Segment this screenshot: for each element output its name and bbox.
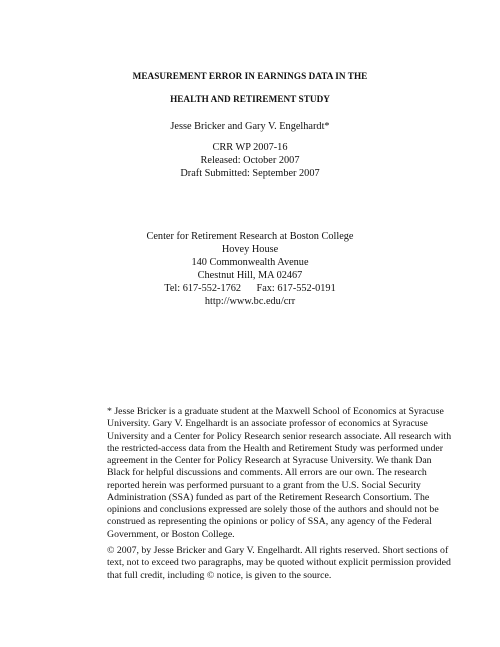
submission-date: Draft Submitted: September 2007	[180, 168, 320, 179]
footnote-line: agreement in the Center for Policy Research at Syracuse University. We thank Dan	[107, 455, 432, 466]
footnote-line: University. Gary V. Engelhardt is an associate professor of economics at Syracuse	[107, 418, 428, 430]
footnote-line: Government, or Boston College.	[107, 528, 235, 540]
footnote-line: construed as representing the opinions or policy of SSA, any agency of the Federal	[107, 516, 432, 528]
working-paper-number: CRR WP 2007-16	[212, 142, 288, 153]
paper-title-line-2: HEALTH AND RETIREMENT STUDY	[170, 94, 330, 104]
copyright-line: that full credit, including © notice, is given to the source.	[107, 569, 332, 581]
authors: Jesse Bricker and Gary V. Engelhardt*	[170, 121, 330, 132]
street-address: 140 Commonwealth Avenue	[191, 257, 309, 268]
author-footnote	[107, 406, 452, 541]
building-name: Hovey House	[221, 244, 279, 255]
phone-fax: Tel: 617-552-1762 Fax: 617-552-0191	[164, 283, 336, 294]
copyright-notice	[107, 545, 451, 582]
copyright-line: © 2007, by Jesse Bricker and Gary V. Engelhardt. All rights reserved. Short sections of	[107, 545, 449, 556]
city-state-zip: Chestnut Hill, MA 02467	[197, 270, 303, 281]
footnote-line: University and a Center for Policy Research senior research associate. All research with	[107, 430, 452, 442]
footnote-line: the restricted-access data from the Health and Retirement Study was performed under	[107, 442, 443, 454]
release-date: Released: October 2007	[200, 155, 300, 166]
paper-title-line-1: MEASUREMENT ERROR IN EARNINGS DATA IN THE	[132, 71, 368, 81]
website-url[interactable]: http://www.bc.edu/crr	[204, 296, 296, 307]
footnote-line: Administration (SSA) funded as part of the Retirement Research Consortium. The	[107, 491, 430, 503]
footnote-line: reported herein was performed pursuant to a grant from the U.S. Social Security	[107, 479, 421, 491]
footnote-line: opinions and conclusions expressed are solely those of the authors and should not be	[107, 504, 439, 515]
paper-info	[0, 141, 500, 180]
footnote-line: * Jesse Bricker is a graduate student at the Maxwell School of Economics at Syracuse	[107, 406, 444, 417]
organization-name: Center for Retirement Research at Boston College	[146, 231, 354, 242]
footnote-line: Black for helpful discussions and comments. All errors are our own. The research	[107, 467, 427, 479]
copyright-line: text, not to exceed two paragraphs, may be quoted without explicit permission provided	[107, 557, 451, 569]
address-block	[0, 230, 500, 308]
